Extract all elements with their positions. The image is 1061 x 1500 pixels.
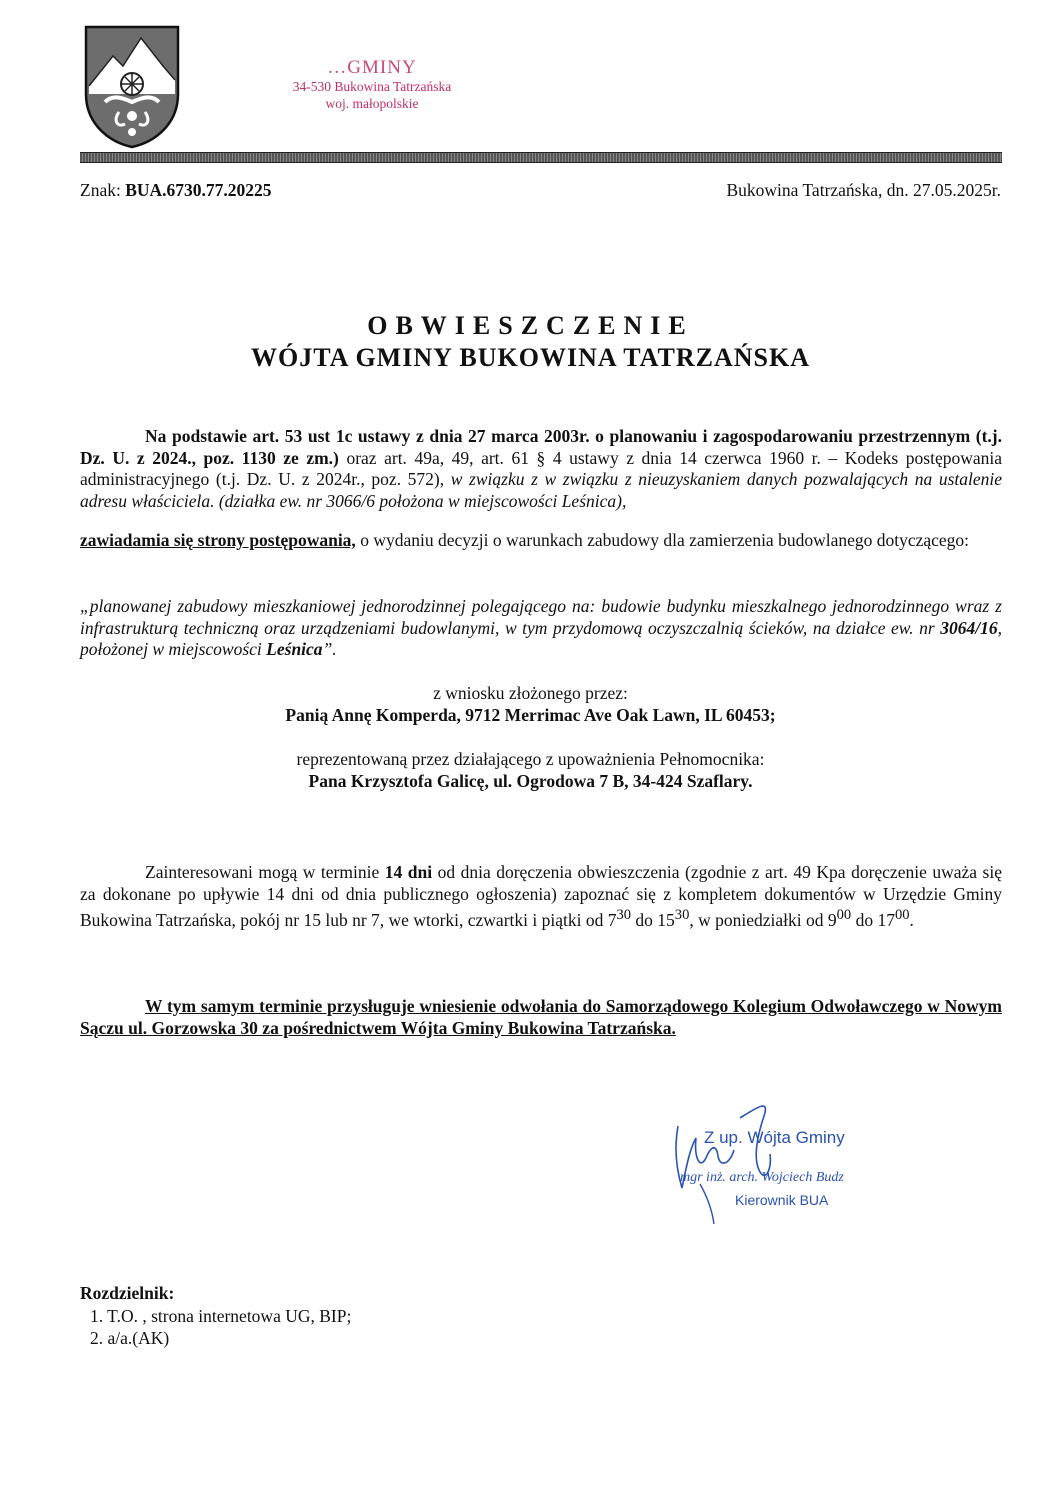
project-description-text-2: , położonej w miejscowości — [80, 617, 1002, 659]
document-title: OBWIESZCZENIE — [367, 311, 694, 340]
notice-text-2: od dnia doręczenia obwieszczenia (zgodnie z art. 49 Kpa doręczenie uważa się za dokonane po upływie 14 dni od dnia publicznego ogłoszenia) zapoznać się z kompletem dokumentów w Urzędzie Gminy Bukowina Tatrzańska, pokój nr 15 lub nr 7, we wtorki, czwartki i piątki od 7 — [80, 862, 1002, 930]
notification-paragraph — [80, 530, 1002, 552]
coat-of-arms-icon — [83, 24, 181, 150]
reference-line — [80, 180, 272, 202]
notice-time-sup: 30 — [616, 907, 632, 923]
notice-time-sup: 00 — [836, 907, 852, 923]
notification-text: o wydaniu decyzji o warunkach zabudowy dla zamierzenia budowlanego dotyczącego: — [355, 530, 970, 550]
project-description — [80, 596, 1002, 661]
project-description-text: „planowanej zabudowy mieszkaniowej jednorodzinnej polegającego na: budowie budynku mieszkalnego jednorodzinnego wraz z infrastrukturą techniczną oraz urządzeniami budowlanymi, w tym przydomową oczyszczalnią ścieków, na działce ew. nr — [80, 596, 1002, 638]
header-divider — [80, 152, 1002, 163]
applicant-name: Panią Annę Komperda, 9712 Merrimac Ave Oak Lawn, IL 60453; — [285, 705, 776, 725]
stamp-line-office: …GMINY — [327, 57, 417, 78]
reference-label: Znak: — [80, 180, 126, 200]
signature-authorization: Z up. Wójta Gminy — [704, 1128, 845, 1147]
notice-text-4: , w poniedziałki od 9 — [689, 909, 837, 930]
notice-text-3: do 15 — [631, 909, 675, 930]
distribution-label: Rozdzielnik: — [80, 1283, 175, 1303]
legal-basis-paragraph — [80, 426, 1002, 512]
notice-text-1: Zainteresowani mogą w terminie — [145, 862, 385, 882]
document-subtitle: WÓJTA GMINY BUKOWINA TATRZAŃSKA — [250, 343, 810, 372]
notice-days: 14 dni — [384, 862, 433, 882]
signatory-name: mgr inż. arch. Wojciech Budz — [680, 1170, 844, 1185]
place-date: Bukowina Tatrzańska, dn. 27.05.2025r. — [726, 180, 1001, 200]
parcel-number: 3064/16 — [940, 617, 998, 638]
handwritten-signature — [660, 1098, 900, 1238]
distribution-list — [90, 1306, 351, 1349]
legal-basis-text: oraz art. 49a, 49, art. 61 § 4 ustawy z dnia 14 czerwca 1960 r. – Kodeks postępowania administracyjnego (t.j. Dz. U. z 2024r., poz. 572), — [80, 447, 1002, 489]
notice-time-sup: 00 — [894, 907, 910, 923]
legal-basis-bold: Na podstawie art. 53 ust 1c ustawy z dnia 27 marca 2003r. o planowaniu i zagospodarowaniu przestrzennym (t.j. Dz. U. z 2024., poz. 1130 ze zm.) — [80, 426, 1002, 468]
representative-name: Pana Krzysztofa Galicę, ul. Ogrodowa 7 B, 34-424 Szaflary. — [308, 771, 753, 791]
stamp-line-voivodeship: woj. małopolskie — [325, 96, 419, 111]
legal-basis-italic: w związku z w związku z nieuzyskaniem danych pozwalających na ustalenie adresu właściciela. (działka ew. nr 3066/6 położona w miejscowości Leśnica), — [80, 469, 1002, 511]
representative-label: reprezentowaną przez działającego z upoważnienia Pełnomocnika: — [296, 749, 765, 769]
stamp-line-address: 34-530 Bukowina Tatrzańska — [292, 79, 452, 94]
distribution-item: 2. a/a.(AK) — [90, 1327, 170, 1348]
notice-text-5: do 17 — [851, 909, 895, 930]
reference-number: BUA.6730.77.20225 — [125, 180, 272, 200]
appeal-notice — [80, 996, 1002, 1039]
signatory-title: Kierownik BUA — [735, 1192, 829, 1208]
notice-time-sup: 30 — [674, 907, 690, 923]
inspection-notice — [80, 862, 1002, 931]
project-description-end: ”. — [322, 639, 337, 659]
notice-text-end: . — [909, 909, 914, 930]
distribution-item: 1. T.O. , strona internetowa UG, BIP; — [90, 1306, 352, 1326]
applicant-label: z wniosku złożonego przez: — [433, 683, 628, 703]
notification-bold: zawiadamia się strony postępowania, — [80, 530, 356, 550]
locality: Leśnica — [266, 639, 323, 659]
appeal-text: W tym samym terminie przysługuje wniesienie odwołania do Samorządowego Kolegium Odwoławczego w Nowym Sączu ul. Gorzowska 30 za pośrednictwem Wójta Gminy Bukowina Tatrzańska. — [80, 996, 1002, 1038]
